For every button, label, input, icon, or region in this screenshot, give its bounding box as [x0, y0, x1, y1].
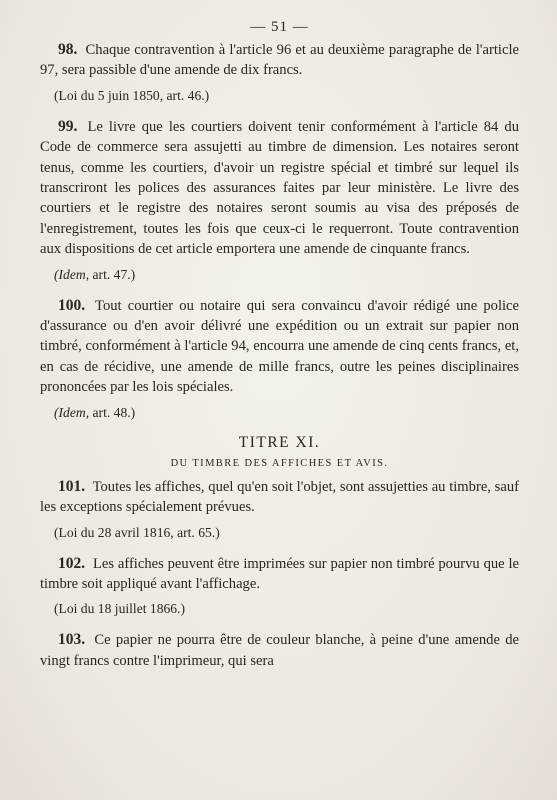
article-number: 99.	[58, 117, 78, 135]
article-reference	[54, 265, 519, 284]
article-number: 100.	[58, 296, 86, 314]
section-title: TITRE XI.	[238, 433, 321, 451]
article-text: Ce papier ne pourra être de couleur blanche, à peine d'une amende de vingt francs contre l'imprimeur, qui sera	[40, 632, 519, 669]
article-number: 101.	[58, 477, 86, 495]
article-99	[40, 117, 519, 260]
article-number: 98.	[58, 41, 78, 58]
page-number: — 51 —	[250, 19, 309, 35]
article-number: 102.	[58, 554, 86, 572]
article-text: Le livre que les courtiers doivent tenir conformément à l'article 84 du Code de commerce sera assujetti au timbre de dimension. Les notaires seront tenus, comme les courtiers, d'avoir un registre spécial et timbré sur lequel ils transcriront les polices des assurances faites par leur ministère. Le livre des courtiers et le registre des notaires seront soumis au visa des préposés de l'enregistrement, toutes les fois que ceux-ci le requerront. Toute contravention aux dispositions de cet article emportera une amende de cinquante francs.	[40, 118, 519, 258]
article-text: Chaque contravention à l'article 96 et au deuxième paragraphe de l'article 97, sera passible d'une amende de dix francs.	[40, 42, 519, 79]
reference-detail: art. 47.)	[89, 266, 136, 282]
article-text: Toutes les affiches, quel qu'en soit l'objet, sont assujetties au timbre, sauf les exceptions spécialement prévues.	[40, 478, 519, 516]
article-text: Les affiches peuvent être imprimées sur papier non timbré pourvu que le timbre soit appliqué avant l'affichage.	[40, 555, 519, 592]
article-101	[40, 477, 519, 518]
article-102	[40, 554, 519, 595]
article-reference	[54, 403, 519, 422]
article-103	[40, 630, 519, 671]
article-reference: (Loi du 5 juin 1850, art. 46.)	[54, 87, 210, 103]
reference-idem: (Idem,	[54, 404, 90, 420]
section-subtitle: DU TIMBRE DES AFFICHES ET AVIS.	[170, 457, 389, 469]
article-reference: (Loi du 18 juillet 1866.)	[54, 601, 186, 617]
article-text: Tout courtier ou notaire qui sera convaincu d'avoir rédigé une police d'assurance ou d'en avoir délivré une expédition ou un extrait sur papier non timbré, conformément à l'article 94, encourra une amende de cinq cents francs, et, en cas de récidive, une amende de mille francs, outre les peines disciplinaires prononcées par les lois spéciales.	[40, 297, 520, 396]
article-number: 103.	[58, 631, 86, 649]
reference-detail: art. 48.)	[89, 404, 136, 420]
reference-idem: (Idem,	[54, 266, 90, 282]
article-reference: (Loi du 28 avril 1816, art. 65.)	[54, 524, 220, 540]
article-100	[40, 296, 519, 398]
article-98	[40, 40, 519, 81]
